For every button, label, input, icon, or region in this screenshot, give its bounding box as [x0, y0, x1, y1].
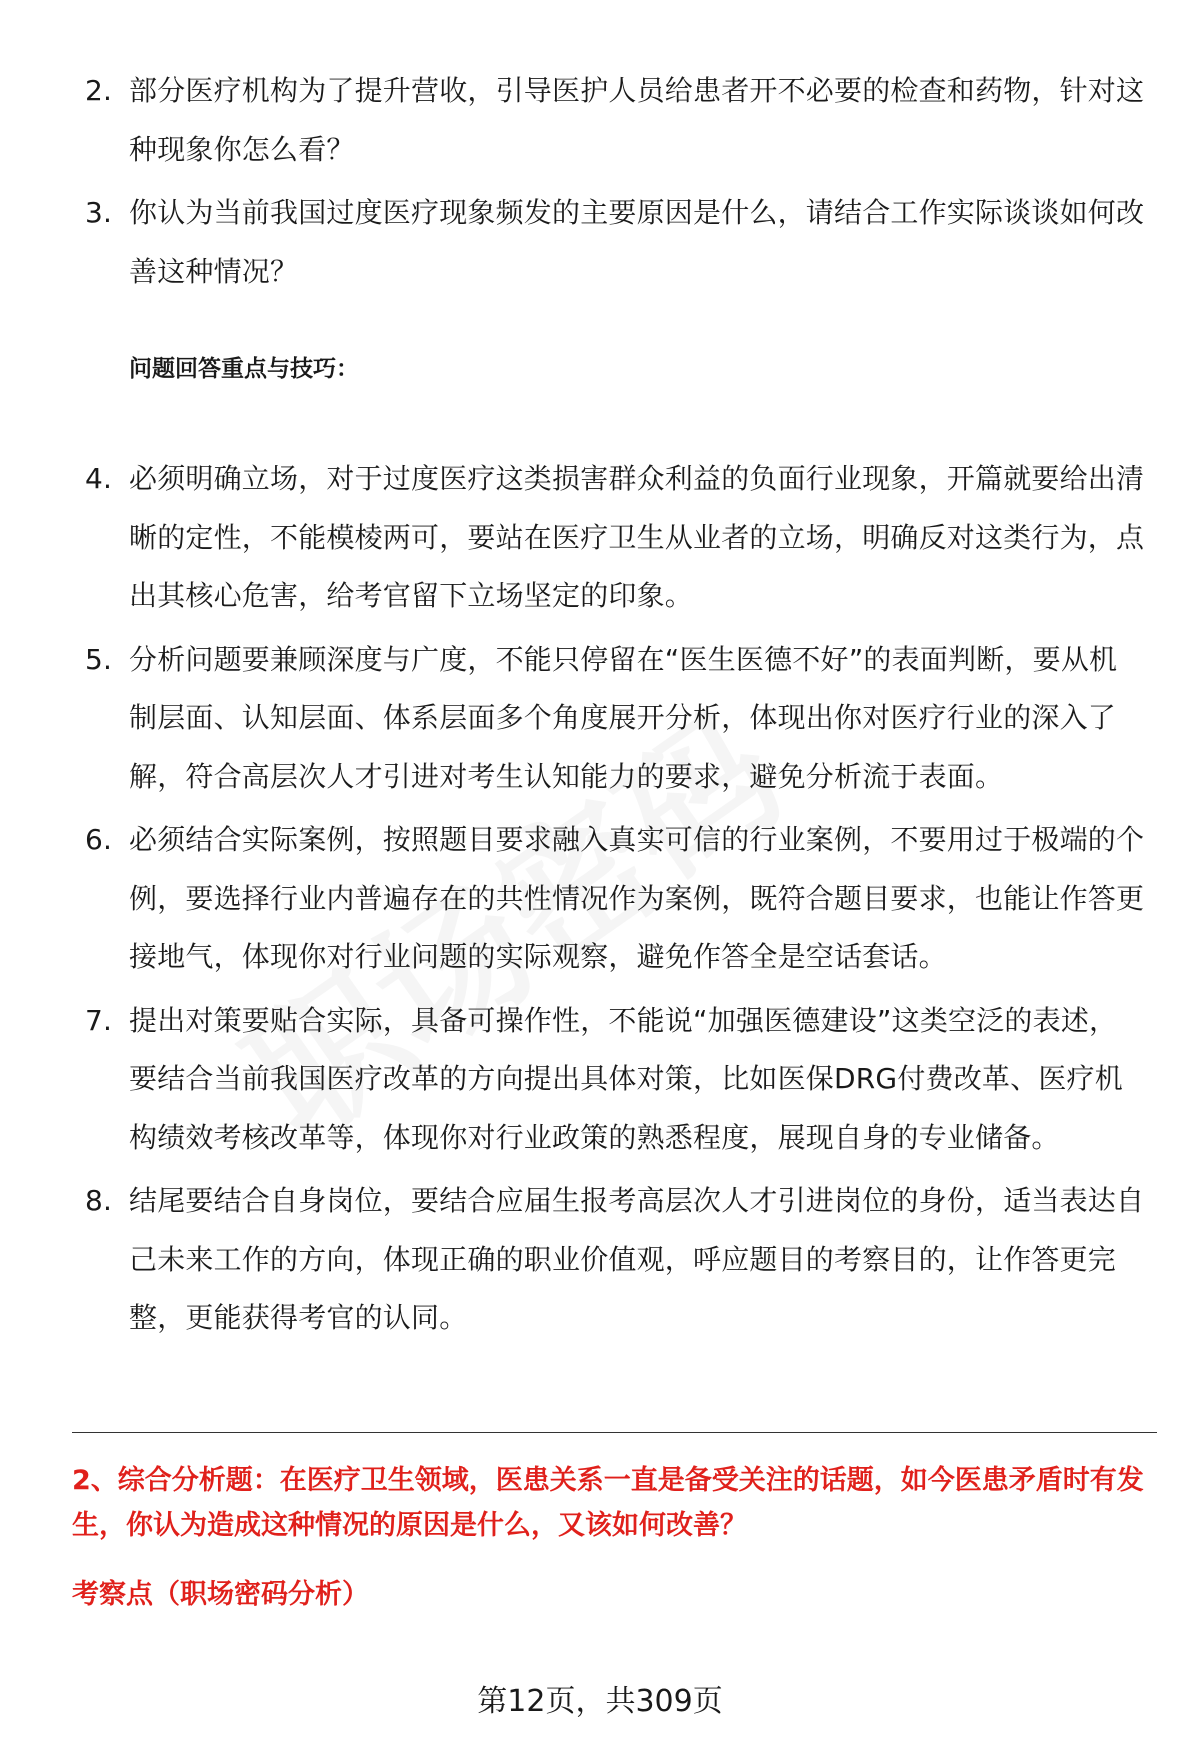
- item-text: 结尾要结合自身岗位，要结合应届生报考高层次人才引进岗位的身份，适当表达自己未来工作的方向，体现正确的职业价值观，呼应题目的考察目的，让作答更完整，更能获得考官的认同。: [129, 1184, 1145, 1334]
- item-number: 5.: [85, 642, 113, 676]
- item-text: 分析问题要兼顾深度与广度，不能只停留在“医生医德不好”的表面判断，要从机制层面、认知层面、体系层面多个角度展开分析，体现出你对医疗行业的深入了解，符合高层次人才引进对考生认知能力的要求，避免分析流于表面。: [129, 642, 1118, 793]
- list-item: [85, 1172, 1145, 1348]
- section-question-heading: 2、综合分析题：在医疗卫生领域，医患关系一直是备受关注的话题，如今医患矛盾时有发生，你认为造成这种情况的原因是什么，又该如何改善？: [72, 1465, 1144, 1541]
- item-number: 7.: [85, 1003, 113, 1037]
- item-text: 必须结合实际案例，按照题目要求融入真实可信的行业案例，不要用过于极端的个例，要选择行业内普遍存在的共性情况作为案例，既符合题目要求，也能让作答更接地气，体现你对行业问题的实际观察，避免作答全是空话套话。: [129, 823, 1145, 973]
- list-item: [85, 811, 1145, 987]
- question-list: [85, 62, 1145, 306]
- section-subheading: 考察点（职场密码分析）: [72, 1579, 369, 1610]
- item-number: 2.: [85, 74, 113, 107]
- section-divider: [72, 1432, 1157, 1433]
- item-text: 你认为当前我国过度医疗现象频发的主要原因是什么，请结合工作实际谈谈如何改善这种情况？: [129, 196, 1145, 288]
- list-item: [85, 450, 1145, 626]
- list-item: [85, 992, 1145, 1168]
- item-number: 4.: [85, 462, 113, 495]
- list-item: [85, 184, 1145, 301]
- list-item: [85, 631, 1145, 807]
- item-number: 6.: [85, 823, 113, 856]
- item-number: 8.: [85, 1184, 113, 1217]
- tips-list: [85, 450, 1145, 1353]
- list-item: [85, 62, 1145, 179]
- item-text: 必须明确立场，对于过度医疗这类损害群众利益的负面行业现象，开篇就要给出清晰的定性，不能模棱两可，要站在医疗卫生从业者的立场，明确反对这类行为，点出其核心危害，给考官留下立场坚定的印象。: [129, 462, 1145, 612]
- page-footer: 第12页，共309页: [477, 1684, 723, 1719]
- item-text: 提出对策要贴合实际，具备可操作性，不能说“加强医德建设”这类空泛的表述，要结合当前我国医疗改革的方向提出具体对策，比如医保DRG付费改革、医疗机构绩效考核改革等，体现你对行业政策的熟悉程度，展现自身的专业储备。: [129, 1003, 1123, 1154]
- item-number: 3.: [85, 196, 113, 229]
- item-text: 部分医疗机构为了提升营收，引导医护人员给患者开不必要的检查和药物，针对这种现象你怎么看？: [129, 74, 1145, 166]
- tips-heading: 问题回答重点与技巧：: [129, 356, 359, 382]
